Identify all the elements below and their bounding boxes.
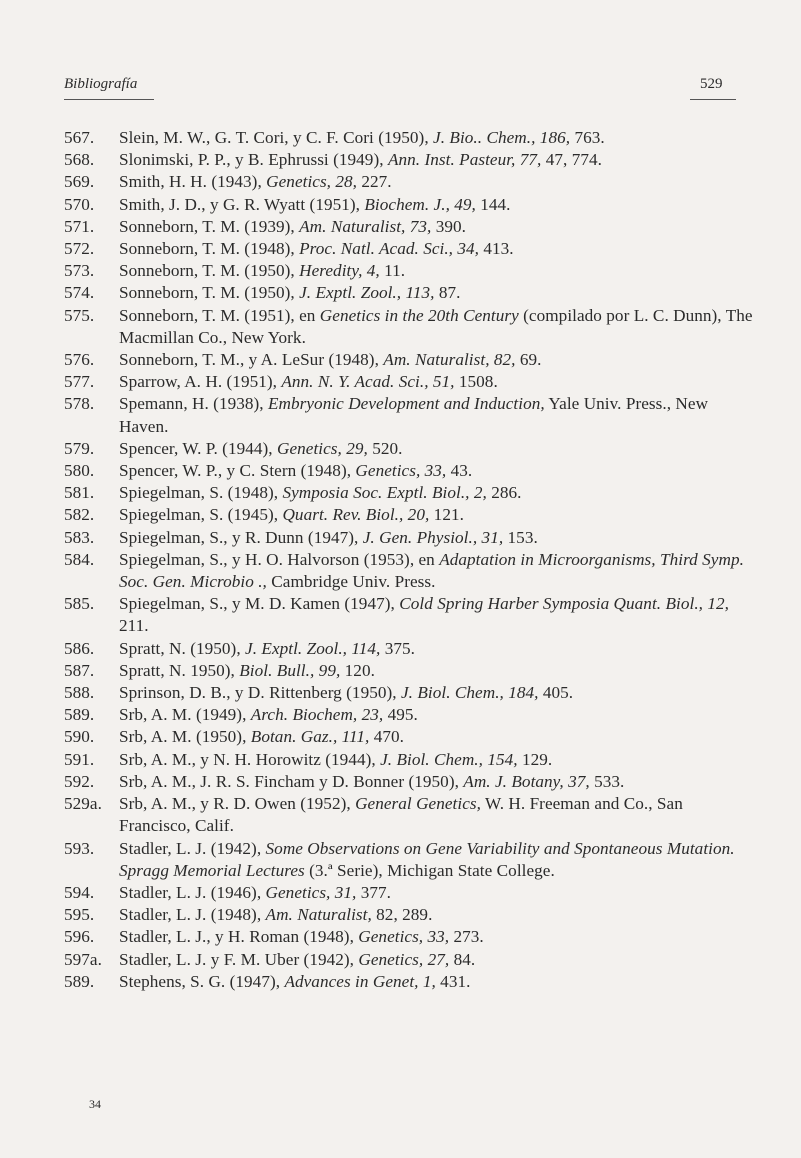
entry-number: 581. (64, 483, 95, 503)
entry-source: Embryonic Development and Induction, (267, 394, 545, 414)
entry-number: 596. (64, 927, 95, 947)
entry-text: Srb, A. M. (1950), (119, 727, 251, 747)
entry-text: (3.ª Serie), Michigan State College. (304, 860, 555, 880)
bibliography-entry (64, 282, 754, 304)
page-number: 529 (700, 76, 723, 92)
entry-source: Ann. Inst. Pasteur, 77, (387, 150, 542, 170)
bibliography-entry (64, 971, 754, 993)
entry-number: 575. (64, 305, 95, 325)
entry-source: Genetics, 29, (277, 438, 368, 458)
entry-number: 576. (64, 350, 95, 370)
entry-number: 592. (64, 771, 95, 791)
entry-text: 413. (479, 239, 514, 259)
entry-text: Slonimski, P. P., y B. Ephrussi (1949), (119, 150, 388, 170)
bibliography-entry (64, 793, 754, 837)
entry-source: Genetics, 33, (355, 461, 447, 481)
bibliography-entry (64, 682, 754, 704)
entry-text: Srb, A. M., J. R. S. Fincham y D. Bonner (1950), (119, 771, 464, 791)
bibliography-entry (64, 305, 754, 349)
entry-text: 286. (486, 483, 522, 503)
entry-number: 567. (64, 128, 95, 147)
entry-text: Stephens, S. G. (1947), (119, 971, 285, 991)
entry-source: Symposia Soc. Exptl. Biol., 2, (282, 483, 487, 503)
bibliography-entry (64, 549, 754, 593)
entry-text: 121. (429, 505, 464, 525)
entry-source: J. Exptl. Zool., 113, (299, 283, 435, 303)
entry-source: Biochem. J., 49, (364, 194, 476, 214)
entry-number: 580. (64, 461, 95, 481)
entry-number: 570. (64, 194, 95, 214)
bibliography-entry (64, 771, 754, 793)
bibliography-entry (64, 882, 754, 904)
entry-number: 593. (64, 838, 95, 858)
entry-text: 87. (434, 283, 461, 303)
bibliography-entry (64, 593, 754, 637)
entry-text: Spiegelman, S., y M. D. Kamen (1947), (119, 594, 400, 614)
bibliography-entry (64, 216, 754, 238)
entry-text: 84. (449, 949, 476, 969)
entry-text: Stadler, L. J. (1946), (119, 882, 266, 902)
bibliography-entry (64, 460, 754, 482)
entry-text: Srb, A. M., y R. D. Owen (1952), (119, 794, 356, 814)
entry-text: Cambridge Univ. Press. (266, 572, 436, 592)
entry-number: 573. (64, 261, 95, 281)
entry-text: 390. (431, 216, 467, 236)
entry-text: Srb, A. M., y N. H. Horowitz (1944), (119, 749, 381, 769)
bibliography-entry (64, 704, 754, 726)
header-rule-right (690, 99, 736, 100)
bibliography-entry (64, 349, 754, 371)
entry-source: Genetics, 27, (358, 949, 450, 969)
entry-source: Quart. Rev. Biol., 20, (282, 505, 430, 525)
entry-text: 227. (357, 172, 392, 192)
entry-source: Heredity, 4, (299, 261, 380, 281)
entry-text: 431. (435, 971, 471, 991)
bibliography-entry (64, 949, 754, 971)
entry-source: J. Biol. Chem., 184, (400, 683, 539, 703)
entry-text: Sonneborn, T. M. (1950), (119, 283, 300, 303)
bibliography-entry (64, 926, 754, 948)
entry-source: Some Observations on Gene Variability and Spontaneous Mutation. Spragg Memorial Lectures (119, 838, 735, 880)
entry-source: Genetics in the 20th Century (319, 305, 519, 325)
entry-number: 589. (64, 705, 95, 725)
bibliography-entry (64, 527, 754, 549)
entry-text: Spiegelman, S., y H. O. Halvorson (1953), en (119, 549, 440, 569)
entry-text: 144. (475, 194, 511, 214)
entry-source: Proc. Natl. Acad. Sci., 34, (299, 239, 480, 259)
entry-text: 43. (446, 461, 473, 481)
bibliography-entry (64, 504, 754, 526)
entry-source: Ann. N. Y. Acad. Sci., 51, (281, 372, 455, 392)
bibliography-entry (64, 238, 754, 260)
entry-number: 583. (64, 527, 95, 547)
entry-text: 763. (570, 128, 605, 147)
entry-text: Spencer, W. P., y C. Stern (1948), (119, 461, 356, 481)
entry-text: Spratt, N. (1950), (119, 638, 246, 658)
entry-number: 597a. (64, 949, 102, 969)
entry-number: 574. (64, 283, 95, 303)
bibliography-entry (64, 482, 754, 504)
bibliography-entry (64, 371, 754, 393)
bibliography-entry (64, 749, 754, 771)
entry-text: 377. (356, 882, 392, 902)
entry-text: Srb, A. M. (1949), (119, 705, 251, 725)
entry-text: Stadler, L. J. y F. M. Uber (1942), (119, 949, 359, 969)
bibliography-entry (64, 171, 754, 193)
entry-number: 589. (64, 971, 95, 991)
running-header-title: Bibliografía (64, 76, 138, 92)
header-rule-left (64, 99, 154, 100)
entry-text: Smith, H. H. (1943), (119, 172, 267, 192)
entry-number: 578. (64, 394, 95, 414)
entry-text: 120. (340, 660, 375, 680)
bibliography-entry (64, 638, 754, 660)
entry-source: Cold Spring Harber Symposia Quant. Biol., 12, (399, 594, 729, 614)
entry-text: Spemann, H. (1938), (119, 394, 268, 414)
entry-text: 533. (589, 771, 625, 791)
entry-text: 11. (379, 261, 406, 281)
entry-number: 590. (64, 727, 95, 747)
entry-text: 470. (369, 727, 405, 747)
entry-number: 588. (64, 683, 95, 703)
entry-text: Spratt, N. 1950), (119, 660, 240, 680)
bibliography-entry (64, 149, 754, 171)
bibliography-entry (64, 393, 754, 437)
entry-source: Adaptation in Microorganisms, Third Symp. Soc. Gen. Microbio ., (119, 549, 744, 592)
entry-source: Genetics, 31, (265, 882, 357, 902)
entry-number: 591. (64, 749, 95, 769)
entry-number: 585. (64, 594, 95, 614)
entry-number: 579. (64, 438, 95, 458)
entry-number: 584. (64, 549, 95, 569)
bibliography-entry (64, 726, 754, 748)
entry-number: 572. (64, 239, 95, 259)
entry-text: Stadler, L. J. (1942), (119, 838, 266, 858)
bibliography-entry (64, 127, 754, 149)
entry-text: 153. (503, 527, 538, 547)
entry-number: 595. (64, 905, 95, 925)
entry-text: Sparrow, A. H. (1951), (119, 372, 282, 392)
entry-text: 82, 289. (371, 905, 433, 925)
entry-source: J. Bio.. Chem., 186, (433, 128, 571, 147)
bibliography-entry (64, 660, 754, 682)
entry-text: 211. (119, 616, 149, 636)
entry-text: Spiegelman, S. (1948), (119, 483, 283, 503)
entry-text: 495. (383, 705, 418, 725)
entry-source: Am. Naturalist, (265, 905, 372, 925)
bibliography-entry (64, 260, 754, 282)
entry-source: Advances in Genet, 1, (284, 971, 436, 991)
entry-source: General Genetics, (355, 794, 481, 814)
entry-number: 577. (64, 372, 95, 392)
entry-source: Botan. Gaz., 111, (250, 727, 370, 747)
entry-text: Sprinson, D. B., y D. Rittenberg (1950), (119, 683, 401, 703)
entry-number: 569. (64, 172, 95, 192)
entry-source: Am. Naturalist, 82, (383, 350, 516, 370)
entry-source: Am. J. Botany, 37, (463, 771, 590, 791)
entry-source: Genetics, 33, (358, 927, 450, 947)
entry-source: J. Exptl. Zool., 114, (245, 638, 381, 658)
entry-text: Sonneborn, T. M., y A. LeSur (1948), (119, 350, 384, 370)
entry-source: Am. Naturalist, 73, (299, 216, 432, 236)
entry-number: 594. (64, 882, 95, 902)
entry-text: (compilado por L. C. Dunn), The Macmillan Co., New York. (119, 305, 753, 347)
entry-text: Stadler, L. J. (1948), (119, 905, 266, 925)
entry-text: Spiegelman, S. (1945), (119, 505, 283, 525)
entry-text: W. H. Freeman and Co., San Francisco, Calif. (119, 794, 683, 836)
entry-text: 273. (449, 927, 484, 947)
entry-number: 571. (64, 216, 95, 236)
entry-number: 582. (64, 505, 95, 525)
entry-source: Arch. Biochem, 23, (250, 705, 384, 725)
entry-text: Sonneborn, T. M. (1948), (119, 239, 300, 259)
entry-text: Sonneborn, T. M. (1950), (119, 261, 300, 281)
entry-text: Yale Univ. Press., New Haven. (119, 394, 709, 436)
bibliography-entry (64, 438, 754, 460)
entry-text: Slein, M. W., G. T. Cori, y C. F. Cori (1950), (119, 128, 434, 147)
entry-text: 405. (538, 683, 574, 703)
entry-source: J. Gen. Physiol., 31, (362, 527, 504, 547)
entry-source: J. Biol. Chem., 154, (380, 749, 518, 769)
bibliography-entry (64, 904, 754, 926)
entry-number: 568. (64, 150, 95, 170)
entry-text: Smith, J. D., y G. R. Wyatt (1951), (119, 194, 365, 214)
entry-text: 129. (517, 749, 553, 769)
entry-text: 520. (367, 438, 403, 458)
entry-source: Biol. Bull., 99, (239, 660, 341, 680)
entry-text: Spiegelman, S., y R. Dunn (1947), (119, 527, 363, 547)
bibliography-list (64, 127, 754, 993)
entry-source: Genetics, 28, (266, 172, 358, 192)
bibliography-entry (64, 838, 754, 882)
signature-mark: 34 (89, 1097, 101, 1111)
bibliography-entry (64, 194, 754, 216)
entry-text: Sonneborn, T. M. (1951), en (119, 305, 320, 325)
entry-text: Sonneborn, T. M. (1939), (119, 216, 300, 236)
entry-text: 1508. (454, 372, 498, 392)
entry-text: 375. (380, 638, 416, 658)
entry-text: 69. (515, 350, 542, 370)
entry-text: 47, 774. (541, 150, 602, 170)
entry-number: 586. (64, 638, 95, 658)
entry-text: Spencer, W. P. (1944), (119, 438, 277, 458)
entry-text: Stadler, L. J., y H. Roman (1948), (119, 927, 359, 947)
entry-number: 587. (64, 660, 95, 680)
entry-number: 529a. (64, 794, 102, 814)
